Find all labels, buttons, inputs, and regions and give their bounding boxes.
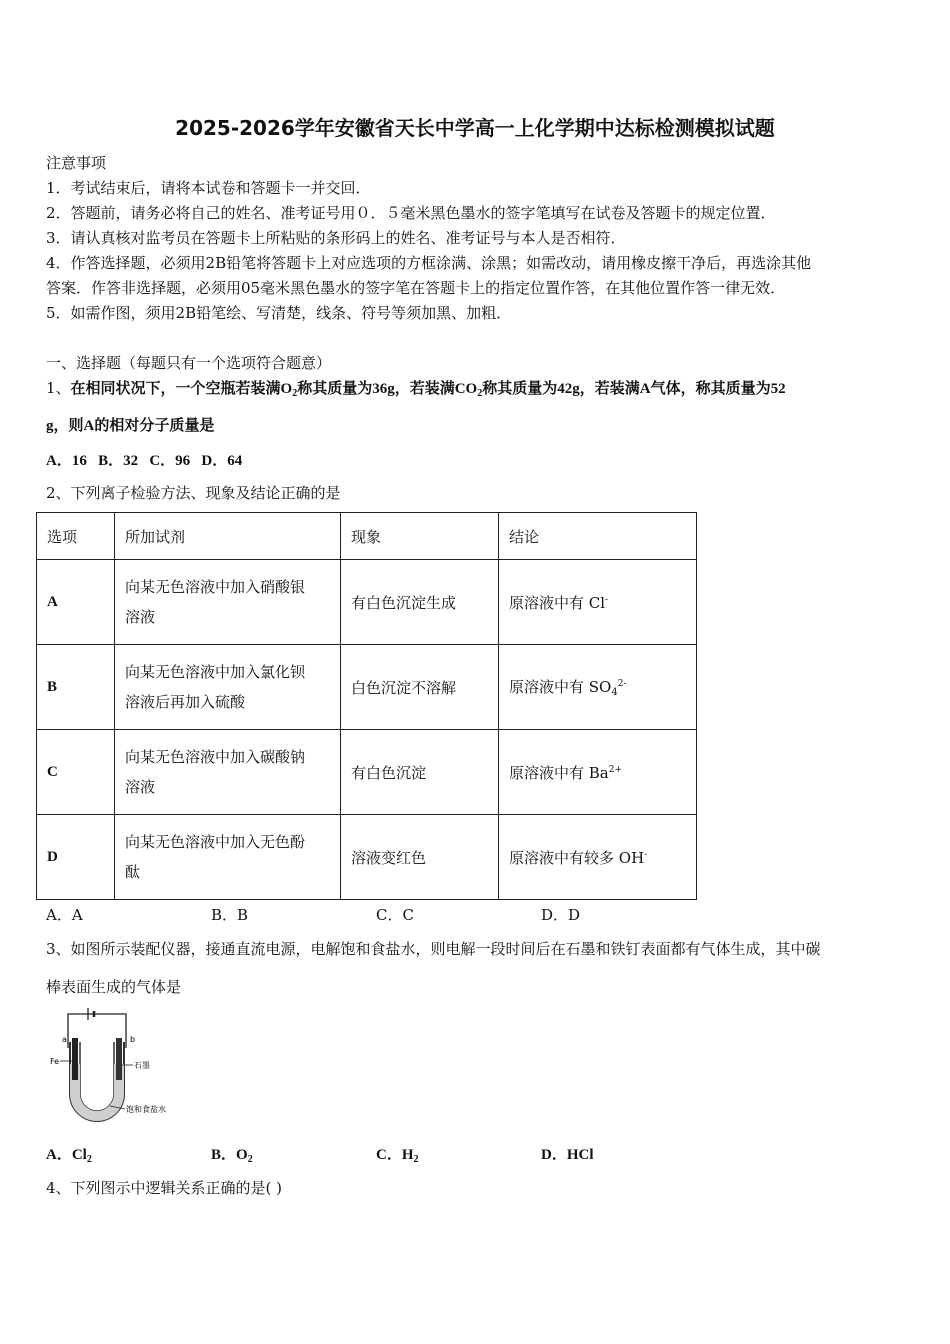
- subscript: 2: [247, 1154, 253, 1165]
- option-cell: D: [37, 815, 115, 900]
- question-2-stem: 2、下列离子检验方法、现象及结论正确的是: [46, 484, 341, 502]
- subscript: 2: [413, 1154, 419, 1165]
- q2-option: C．C: [376, 906, 414, 924]
- phenomenon-cell: 有白色沉淀生成: [341, 560, 499, 645]
- q3-option-label: A．Cl: [46, 1147, 87, 1163]
- conclusion-cell: [499, 560, 697, 645]
- table-header: 现象: [341, 513, 499, 560]
- q2-option: D．D: [541, 906, 581, 924]
- superscript: -: [605, 594, 609, 605]
- q1-text: 称其质量为36g，若装满CO: [297, 381, 478, 397]
- table-row: [37, 560, 697, 645]
- table-header: 所加试剂: [115, 513, 341, 560]
- conclusion-cell: [499, 645, 697, 730]
- reagent-cell: [115, 730, 341, 815]
- label-brine: 饱和食盐水: [126, 1105, 166, 1114]
- q2-option: A．A: [46, 906, 83, 924]
- question-1-line-2: g，则A的相对分子质量是: [46, 418, 215, 434]
- conclusion-cell: [499, 730, 697, 815]
- question-number: 1、: [46, 379, 71, 397]
- subscript: 2: [292, 388, 298, 399]
- label-fe: Fe: [50, 1057, 60, 1066]
- question-4-stem: 4、下列图示中逻辑关系正确的是( ): [46, 1179, 283, 1197]
- table-header: 结论: [499, 513, 697, 560]
- notice-item: 3．请认真核对监考员在答题卡上所粘贴的条形码上的姓名、准考证号与本人是否相符．: [46, 229, 626, 247]
- electrolysis-apparatus-figure: [44, 1004, 194, 1128]
- subscript: 2: [86, 1154, 92, 1165]
- reagent-line: 向某无色溶液中加入无色酚: [125, 833, 306, 851]
- section-heading: 一、选择题（每题只有一个选项符合题意）: [46, 354, 332, 372]
- q3-option-label: B．O: [211, 1147, 248, 1163]
- phenomenon-cell: 白色沉淀不溶解: [341, 645, 499, 730]
- q3-option-label: C．H: [376, 1147, 414, 1163]
- conclusion-cell: [499, 815, 697, 900]
- reagent-line: 向某无色溶液中加入碳酸钠: [125, 748, 306, 766]
- q1-text: 在相同状况下，一个空瓶若装满O: [70, 381, 293, 397]
- table-row: [37, 730, 697, 815]
- option-cell: B: [37, 645, 115, 730]
- iron-nail-electrode: [72, 1038, 78, 1080]
- table-row: [37, 815, 697, 900]
- conclusion-text: 原溶液中有 Cl: [509, 593, 606, 612]
- conclusion-text: 原溶液中有 SO: [509, 678, 612, 696]
- question-3-line-2: 棒表面生成的气体是: [46, 978, 182, 996]
- phenomenon-cell: 溶液变红色: [341, 815, 499, 900]
- question-3-line-1: 3、如图所示装配仪器，接通直流电源，电解饱和食盐水，则电解一段时间后在石墨和铁钉表面都有气体生成，其中碳: [46, 940, 821, 958]
- notice-item: 2．答题前，请务必将自己的姓名、准考证号用０．５毫米黑色墨水的签字笔填写在试卷及答题卡的规定位置．: [46, 204, 776, 222]
- notice-item: 1．考试结束后，请将本试卷和答题卡一并交回．: [46, 179, 371, 197]
- superscript: 2-: [617, 679, 627, 689]
- q2-option: B．B: [211, 906, 249, 924]
- question-1-options: A．16 B．32 C．96 D．64: [46, 453, 243, 469]
- reagent-line: 向某无色溶液中加入氯化钡: [125, 663, 306, 681]
- superscript: -: [644, 849, 648, 860]
- label-b: b: [130, 1035, 136, 1044]
- option-cell: C: [37, 730, 115, 815]
- conclusion-text: 原溶液中有较多 OH: [509, 848, 645, 867]
- q3-option-label: D．HCl: [541, 1147, 594, 1163]
- q3-option: [46, 1143, 92, 1165]
- option-cell: A: [37, 560, 115, 645]
- q1-text: 称其质量为42g，若装满A气体，称其质量为52: [482, 381, 786, 397]
- q3-option: [211, 1143, 253, 1165]
- reagent-cell: [115, 560, 341, 645]
- reagent-cell: [115, 645, 341, 730]
- exam-title: 2025-2026学年安徽省天长中学高一上化学期中达标检测模拟试题: [175, 116, 775, 140]
- graphite-electrode: [116, 1038, 122, 1080]
- q3-option: [541, 1143, 594, 1164]
- notice-item: 5．如需作图，须用2B铅笔绘、写清楚，线条、符号等须加黑、加粗．: [46, 304, 512, 322]
- notice-item: 答案．作答非选择题，必须用05毫米黑色墨水的签字笔在答题卡上的指定位置作答，在其他位置作答一律无效．: [46, 279, 786, 297]
- table-header: 选项: [37, 513, 115, 560]
- reagent-line: 溶液: [125, 608, 156, 626]
- table-header-row: [37, 513, 697, 560]
- table-row: [37, 645, 697, 730]
- reagent-line: 酞: [125, 863, 141, 881]
- subscript: 2: [477, 388, 483, 399]
- phenomenon-cell: 有白色沉淀: [341, 730, 499, 815]
- reagent-line: 溶液: [125, 778, 156, 796]
- reagent-cell: [115, 815, 341, 900]
- notice-heading: 注意事项: [46, 154, 107, 172]
- question-2-table: [36, 512, 697, 900]
- label-a: a: [62, 1035, 67, 1044]
- notice-item: 4．作答选择题，必须用2B铅笔将答题卡上对应选项的方框涂满、涂黑；如需改动，请用橡皮擦干净后，再选涂其他: [46, 254, 812, 272]
- label-graphite: 石墨: [134, 1061, 150, 1070]
- reagent-line: 溶液后再加入硫酸: [125, 693, 246, 711]
- conclusion-text: 原溶液中有 Ba: [509, 763, 609, 782]
- question-1-line-1: [46, 377, 786, 399]
- q3-option: [376, 1143, 419, 1165]
- subscript: 4: [611, 687, 618, 698]
- superscript: 2+: [608, 764, 623, 775]
- reagent-line: 向某无色溶液中加入硝酸银: [125, 578, 306, 596]
